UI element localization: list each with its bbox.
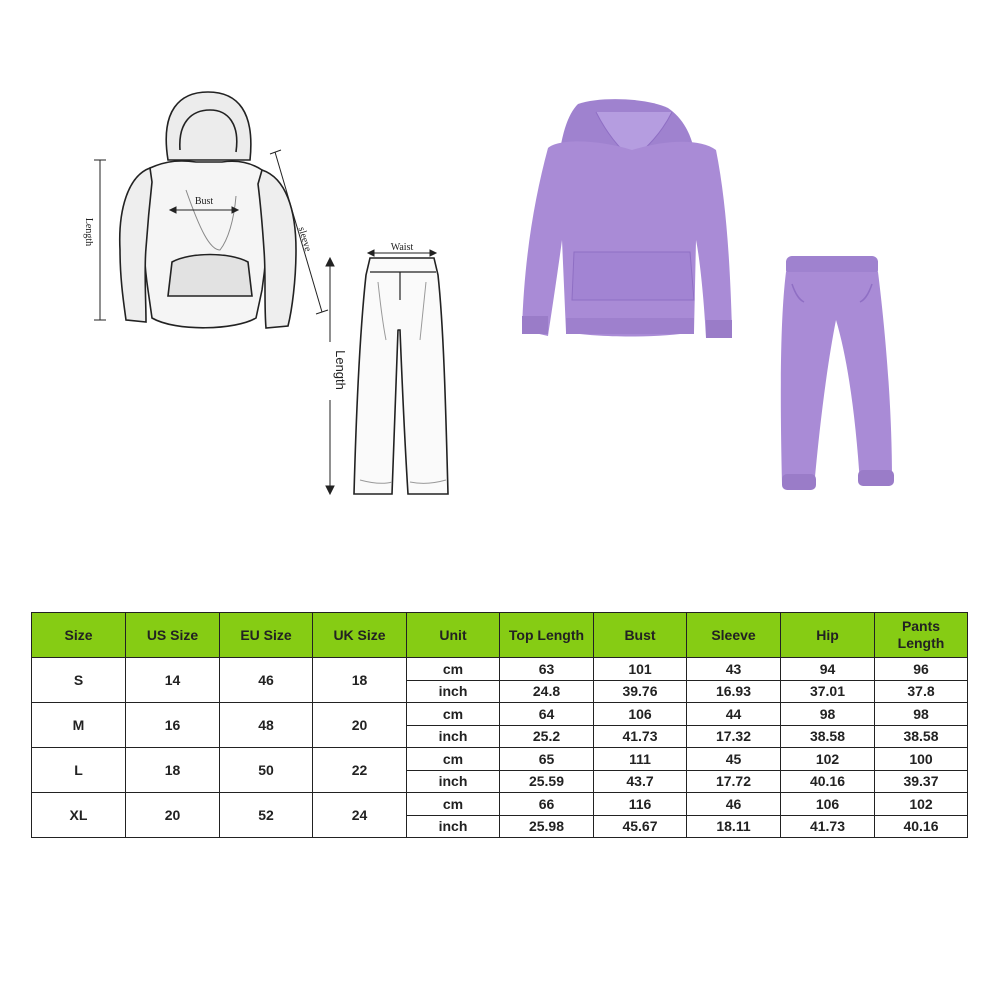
bust-cell: 45.67 [594, 815, 687, 838]
eu-size-cell: 46 [220, 658, 313, 703]
hip-cell: 40.16 [781, 770, 875, 793]
header-us-size: US Size [126, 613, 220, 658]
pants-length-cell: 40.16 [875, 815, 968, 838]
hoodie-length-arrow [94, 160, 106, 320]
pants-length-cell: 38.58 [875, 725, 968, 748]
pants-length-cell: 96 [875, 658, 968, 681]
top-length-cell: 25.2 [500, 725, 594, 748]
header-pants-length: Pants Length [875, 613, 968, 658]
us-size-cell: 14 [126, 658, 220, 703]
size-cell: XL [32, 793, 126, 838]
purple-hoodie-photo [522, 99, 732, 338]
pants-length-cell: 39.37 [875, 770, 968, 793]
pants-length-cell: 100 [875, 748, 968, 771]
eu-size-cell: 50 [220, 748, 313, 793]
us-size-cell: 16 [126, 703, 220, 748]
table-row [32, 703, 968, 726]
eu-size-cell: 52 [220, 793, 313, 838]
unit-cell: cm [407, 658, 500, 681]
unit-cell: cm [407, 793, 500, 816]
unit-cell: inch [407, 725, 500, 748]
waist-label: Waist [390, 242, 414, 253]
top-length-cell: 65 [500, 748, 594, 771]
uk-size-cell: 24 [313, 793, 407, 838]
uk-size-cell: 20 [313, 703, 407, 748]
pants-diagram [354, 258, 448, 494]
hip-cell: 106 [781, 793, 875, 816]
top-length-cell: 64 [500, 703, 594, 726]
header-eu-size: EU Size [220, 613, 313, 658]
top-length-cell: 24.8 [500, 680, 594, 703]
uk-size-cell: 22 [313, 748, 407, 793]
size-cell: S [32, 658, 126, 703]
sleeve-cell: 18.11 [687, 815, 781, 838]
bust-cell: 39.76 [594, 680, 687, 703]
header-bust: Bust [594, 613, 687, 658]
bust-cell: 111 [594, 748, 687, 771]
hip-cell: 38.58 [781, 725, 875, 748]
pants-length-cell: 102 [875, 793, 968, 816]
header-top-length: Top Length [500, 613, 594, 658]
sleeve-cell: 45 [687, 748, 781, 771]
sleeve-label: sleeve [295, 225, 314, 253]
hip-cell: 37.01 [781, 680, 875, 703]
unit-cell: inch [407, 680, 500, 703]
sleeve-cell: 44 [687, 703, 781, 726]
hip-cell: 94 [781, 658, 875, 681]
header-size: Size [32, 613, 126, 658]
purple-pants-photo [781, 256, 894, 490]
top-length-cell: 25.59 [500, 770, 594, 793]
uk-size-cell: 18 [313, 658, 407, 703]
table-row [32, 658, 968, 681]
bust-cell: 106 [594, 703, 687, 726]
sleeve-cell: 17.72 [687, 770, 781, 793]
bust-label: Bust [194, 196, 214, 207]
sleeve-cell: 17.32 [687, 725, 781, 748]
header-unit: Unit [407, 613, 500, 658]
size-chart-table [31, 612, 968, 838]
header-uk-size: UK Size [313, 613, 407, 658]
header-hip: Hip [781, 613, 875, 658]
us-size-cell: 20 [126, 793, 220, 838]
table-header-row [32, 613, 968, 658]
sleeve-cell: 16.93 [687, 680, 781, 703]
eu-size-cell: 48 [220, 703, 313, 748]
hip-cell: 98 [781, 703, 875, 726]
top-length-cell: 66 [500, 793, 594, 816]
hip-cell: 102 [781, 748, 875, 771]
size-cell: L [32, 748, 126, 793]
pants-length-cell: 37.8 [875, 680, 968, 703]
pants-length-arrow [326, 258, 334, 494]
top-length-cell: 25.98 [500, 815, 594, 838]
table-row [32, 748, 968, 771]
sleeve-cell: 43 [687, 658, 781, 681]
hoodie-length-label: Length [83, 217, 94, 247]
sleeve-cell: 46 [687, 793, 781, 816]
table-row [32, 793, 968, 816]
bust-cell: 41.73 [594, 725, 687, 748]
unit-cell: cm [407, 748, 500, 771]
top-length-cell: 63 [500, 658, 594, 681]
unit-cell: inch [407, 815, 500, 838]
header-sleeve: Sleeve [687, 613, 781, 658]
us-size-cell: 18 [126, 748, 220, 793]
pants-length-cell: 98 [875, 703, 968, 726]
bust-cell: 43.7 [594, 770, 687, 793]
bust-cell: 116 [594, 793, 687, 816]
unit-cell: cm [407, 703, 500, 726]
unit-cell: inch [407, 770, 500, 793]
hip-cell: 41.73 [781, 815, 875, 838]
pants-length-label: Length [333, 350, 348, 390]
size-cell: M [32, 703, 126, 748]
bust-cell: 101 [594, 658, 687, 681]
